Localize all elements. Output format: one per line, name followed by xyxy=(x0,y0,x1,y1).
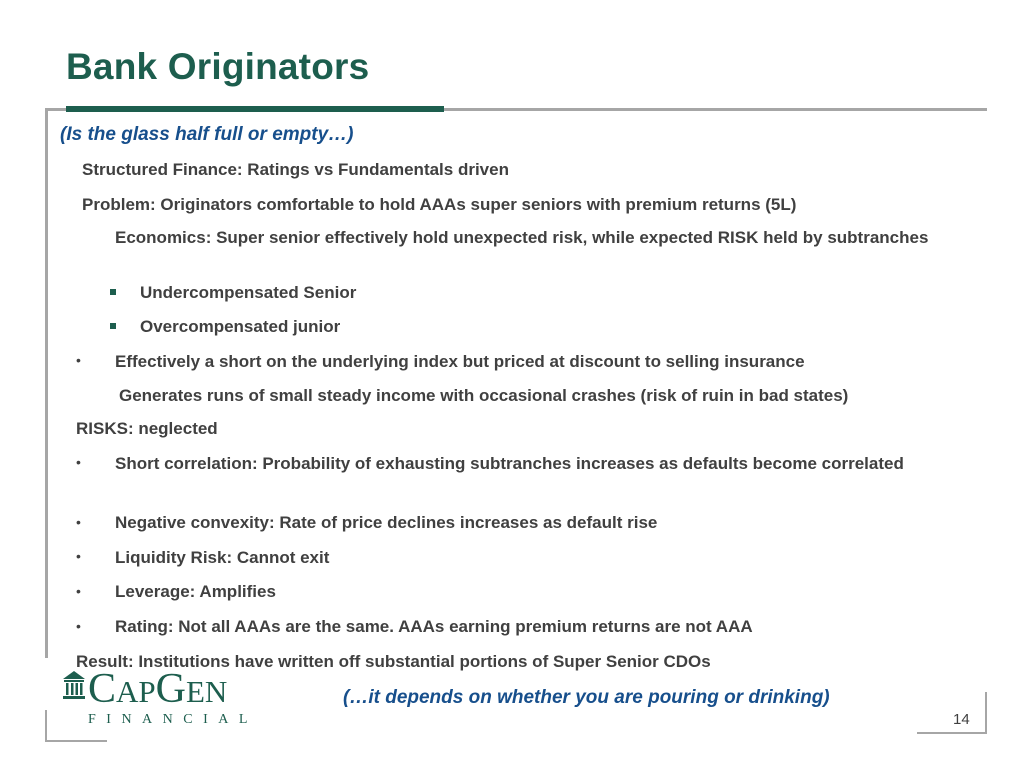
text-line-liquidity-risk: Liquidity Risk: Cannot exit xyxy=(115,548,330,567)
square-bullet-icon xyxy=(110,289,116,295)
bullet-icon: • xyxy=(76,618,81,634)
title-underline xyxy=(66,106,444,112)
bullet-icon: • xyxy=(76,352,81,368)
building-icon xyxy=(62,670,86,700)
page-title: Bank Originators xyxy=(66,46,370,87)
logo-wordmark: CAPGEN xyxy=(88,666,228,712)
bullet-icon: • xyxy=(76,514,81,530)
square-bullet-icon xyxy=(110,323,116,329)
text-line-undercompensated: Undercompensated Senior xyxy=(140,283,357,302)
slide-subtitle: (Is the glass half full or empty…) xyxy=(60,124,354,145)
text-line-problem: Problem: Originators comfortable to hold AAAs super seniors with premium returns (5L) xyxy=(82,195,797,214)
text-line-risks: RISKS: neglected xyxy=(76,419,218,438)
text-line-structured-finance: Structured Finance: Ratings vs Fundamentals driven xyxy=(82,160,509,179)
text-line-rating: Rating: Not all AAAs are the same. AAAs earning premium returns are not AAA xyxy=(115,617,753,636)
frame-corner-bottom-right xyxy=(917,732,987,734)
text-line-overcompensated: Overcompensated junior xyxy=(140,317,341,336)
logo-subtext: FINANCIAL xyxy=(88,712,258,727)
company-logo xyxy=(62,666,258,732)
frame-corner-bottom-left xyxy=(45,740,107,742)
frame-corner-bottom-left xyxy=(45,710,47,742)
bullet-icon: • xyxy=(76,583,81,599)
text-line-result: Result: Institutions have written off substantial portions of Super Senior CDOs xyxy=(76,652,711,671)
page-number: 14 xyxy=(953,711,970,728)
bullet-icon: • xyxy=(76,454,81,470)
text-line-economics: Economics: Super senior effectively hold unexpected risk, while expected RISK held by subtranches xyxy=(115,228,929,247)
frame-corner-bottom-right xyxy=(985,692,987,734)
text-line-leverage: Leverage: Amplifies xyxy=(115,582,276,601)
text-line-short-index: Effectively a short on the underlying index but priced at discount to selling insurance xyxy=(115,352,805,371)
text-line-generates-runs: Generates runs of small steady income with occasional crashes (risk of ruin in bad states) xyxy=(119,386,849,405)
text-line-short-correlation: Short correlation: Probability of exhausting subtranches increases as defaults become correlated xyxy=(115,454,904,473)
text-line-negative-convexity: Negative convexity: Rate of price declines increases as default rise xyxy=(115,513,658,532)
bullet-icon: • xyxy=(76,548,81,564)
closing-remark: (…it depends on whether you are pouring or drinking) xyxy=(343,687,830,708)
left-divider-gray xyxy=(45,108,48,658)
